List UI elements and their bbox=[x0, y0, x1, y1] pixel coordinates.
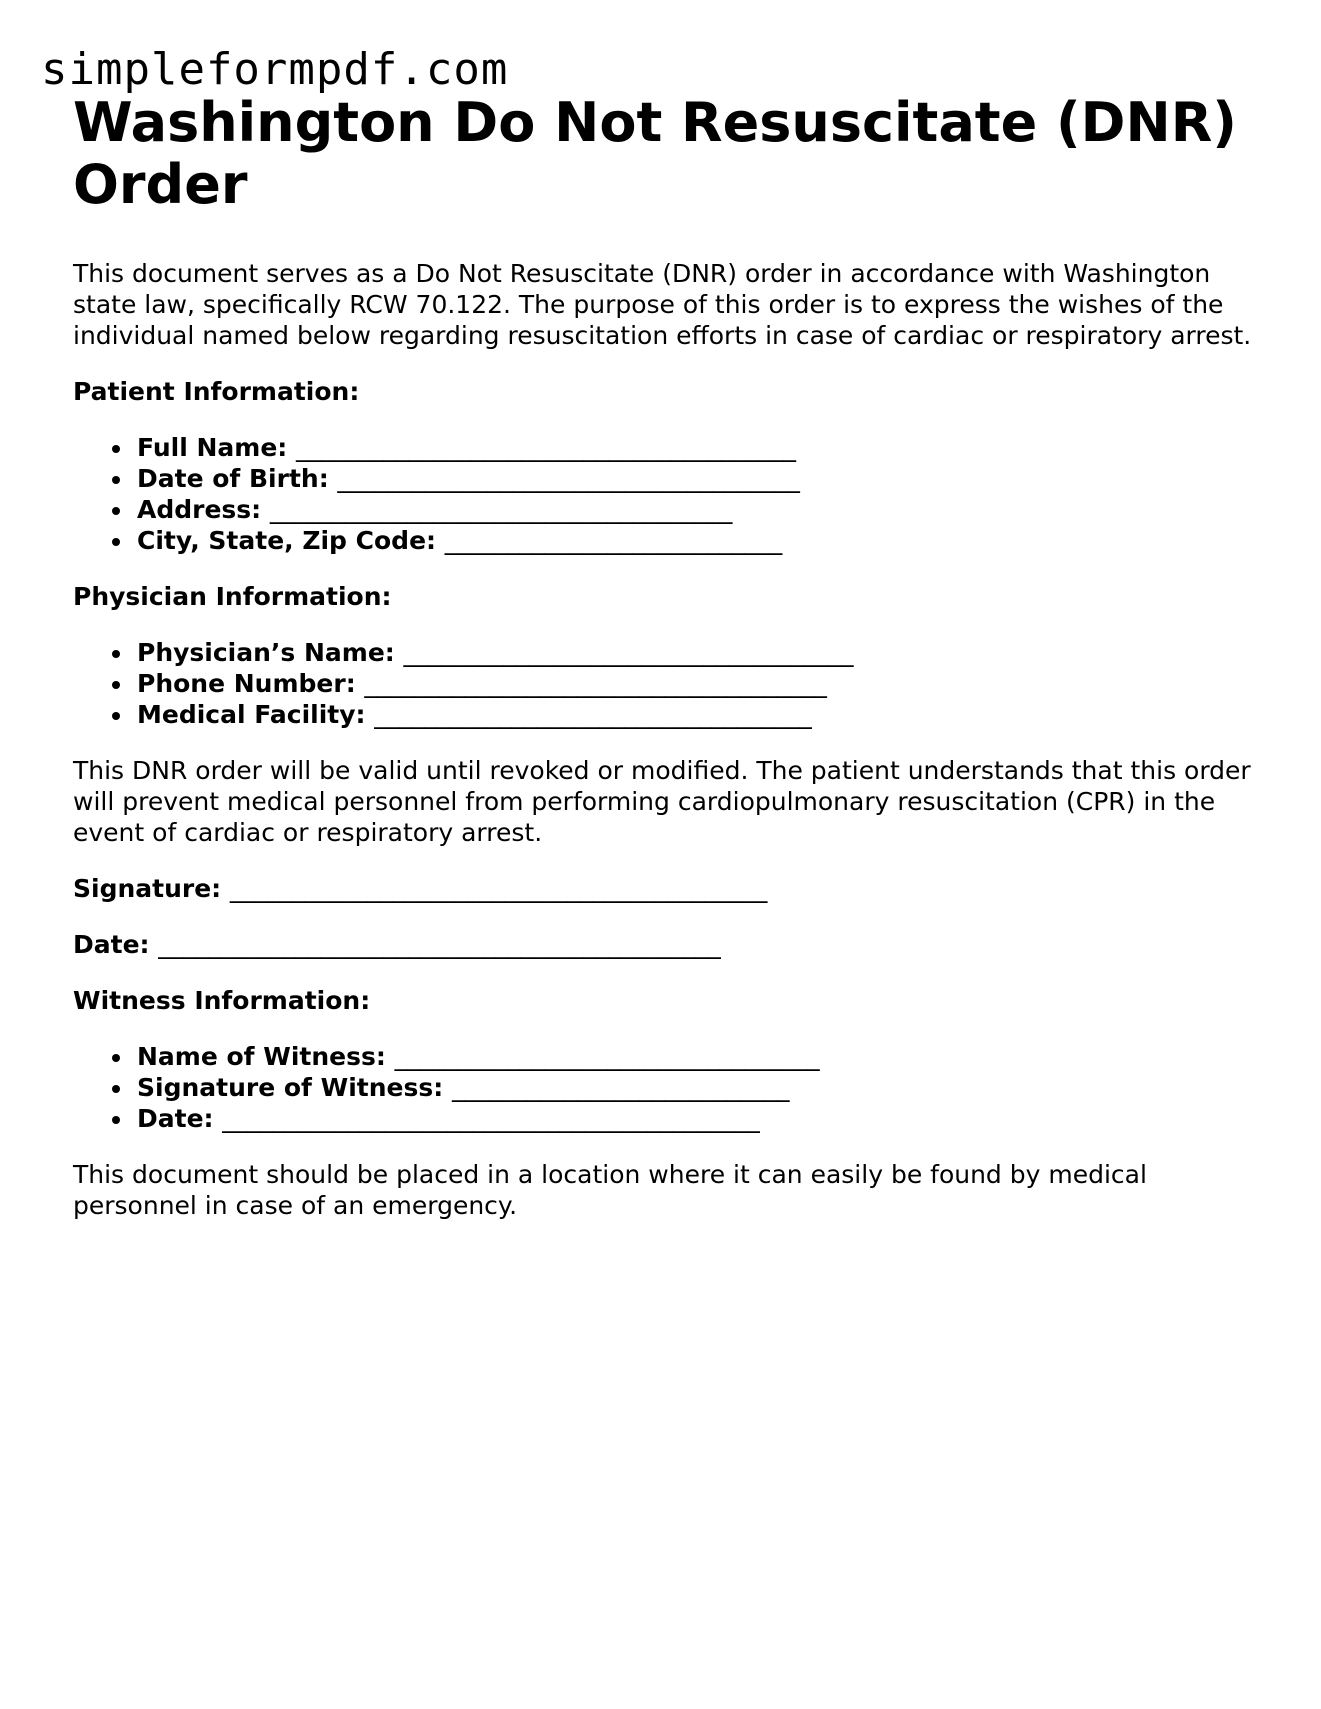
signature-field bbox=[73, 873, 1253, 904]
watermark: simpleformpdf.com bbox=[41, 44, 509, 95]
fill-in-blank[interactable]: _____________________________________ bbox=[269, 495, 733, 524]
patient-info-heading: Patient Information: bbox=[73, 377, 360, 406]
fill-in-blank[interactable]: _____________________________________ bbox=[364, 669, 827, 698]
witness-info-heading: Witness Information: bbox=[73, 986, 371, 1015]
field-label: Signature of Witness: bbox=[137, 1073, 444, 1102]
field-label: Date: bbox=[73, 930, 150, 959]
fill-in-blank[interactable]: _____________________________________ bbox=[337, 464, 800, 493]
field-label: Name of Witness: bbox=[137, 1042, 386, 1071]
field-label: Signature: bbox=[73, 874, 222, 903]
intro-paragraph: This document serves as a Do Not Resuscitate (DNR) order in accordance with Washington state law, specifically RCW 70.122. The purpose of this order is to express the wishes of the individual named below regarding resuscitation efforts in case of cardiac or respiratory arrest. bbox=[73, 259, 1252, 350]
address-field bbox=[137, 494, 1253, 525]
field-label: Full Name: bbox=[137, 433, 288, 462]
field-label: Date: bbox=[137, 1104, 214, 1133]
witness-name-field bbox=[137, 1041, 1253, 1072]
fill-in-blank[interactable]: ___________________________________________ bbox=[222, 1104, 760, 1133]
fill-in-blank[interactable]: ___________________________ bbox=[451, 1073, 790, 1102]
fill-in-blank[interactable]: ___________________________ bbox=[444, 526, 783, 555]
physician-info-list bbox=[73, 637, 1253, 730]
fill-in-blank[interactable]: ___________________________________________ bbox=[229, 874, 768, 903]
document-page bbox=[73, 92, 1253, 1221]
fill-in-blank[interactable]: __________________________________ bbox=[394, 1042, 820, 1071]
fill-in-blank[interactable]: ____________________________________ bbox=[403, 638, 854, 667]
field-label: Address: bbox=[137, 495, 262, 524]
field-label: Date of Birth: bbox=[137, 464, 329, 493]
field-label: Phone Number: bbox=[137, 669, 356, 698]
physician-info-heading: Physician Information: bbox=[73, 582, 392, 611]
field-label: Physician’s Name: bbox=[137, 638, 395, 667]
fill-in-blank[interactable]: ________________________________________ bbox=[296, 433, 796, 462]
medical-facility-field bbox=[137, 699, 1253, 730]
validity-paragraph: This DNR order will be valid until revoked or modified. The patient understands that this order will prevent medical personnel from performing cardiopulmonary resuscitation (CPR) in the event of cardiac or respiratory arrest. bbox=[73, 756, 1251, 847]
phone-number-field bbox=[137, 668, 1253, 699]
physician-name-field bbox=[137, 637, 1253, 668]
field-label: City, State, Zip Code: bbox=[137, 526, 437, 555]
closing-paragraph: This document should be placed in a location where it can easily be found by medical personnel in case of an emergency. bbox=[73, 1160, 1147, 1220]
city-state-zip-field bbox=[137, 525, 1253, 556]
patient-info-list bbox=[73, 432, 1253, 556]
field-label: Medical Facility: bbox=[137, 700, 366, 729]
full-name-field bbox=[137, 432, 1253, 463]
date-field bbox=[73, 929, 1253, 960]
fill-in-blank[interactable]: _____________________________________________ bbox=[158, 930, 721, 959]
witness-date-field bbox=[137, 1103, 1253, 1134]
document-title: Washington Do Not Resuscitate (DNR) Order bbox=[73, 91, 1237, 216]
date-of-birth-field bbox=[137, 463, 1253, 494]
witness-signature-field bbox=[137, 1072, 1253, 1103]
fill-in-blank[interactable]: ___________________________________ bbox=[374, 700, 812, 729]
witness-info-list bbox=[73, 1041, 1253, 1134]
